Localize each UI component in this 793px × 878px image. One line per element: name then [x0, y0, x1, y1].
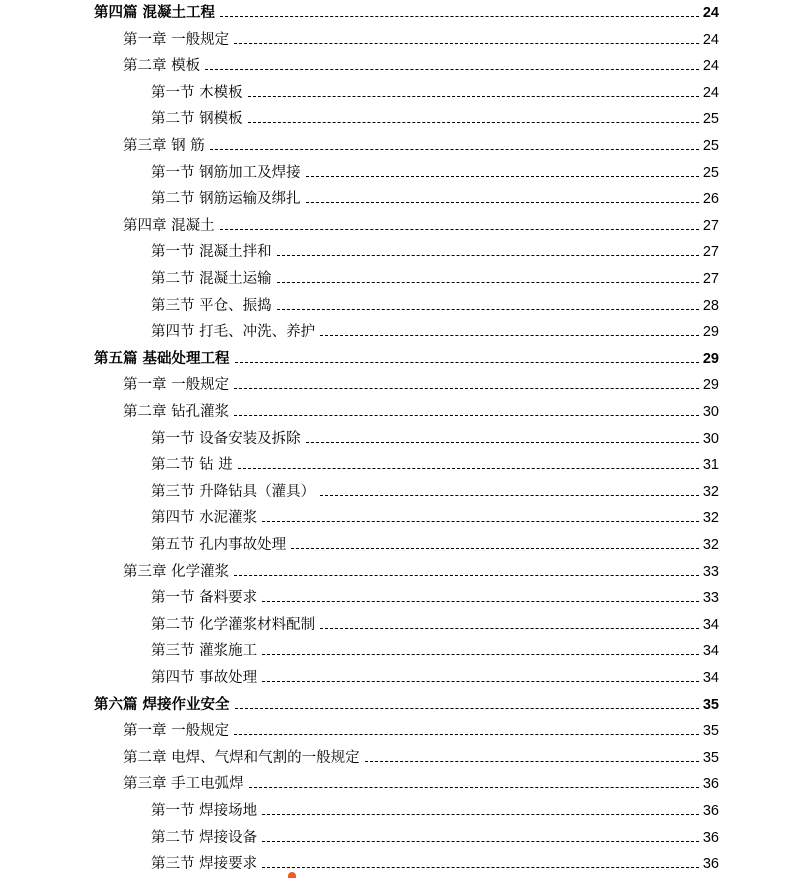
toc-page-number: 36	[702, 829, 719, 846]
toc-leader-dashes	[205, 69, 699, 70]
toc-leader-dashes	[262, 654, 699, 655]
toc-entry-title: 第一节 钢筋加工及焊接	[151, 164, 301, 181]
toc-page-number: 30	[702, 404, 719, 420]
toc-leader-dashes	[320, 335, 699, 336]
toc-section-entry[interactable]	[151, 109, 719, 129]
toc-part-entry[interactable]	[94, 3, 719, 23]
toc-page-number: 25	[702, 138, 719, 154]
toc-chapter-entry[interactable]	[123, 748, 719, 768]
toc-leader-dashes	[262, 521, 699, 522]
toc-entry-title: 第六篇 焊接作业安全	[94, 695, 230, 713]
toc-leader-dashes	[277, 282, 699, 283]
toc-entry-title: 第一节 焊接场地	[151, 803, 258, 819]
toc-chapter-entry[interactable]	[123, 402, 719, 422]
toc-part-entry[interactable]	[94, 695, 719, 715]
toc-leader-dashes	[220, 16, 699, 17]
toc-entry-title: 第二章 模板	[123, 58, 201, 75]
toc-leader-dashes	[234, 575, 699, 576]
toc-section-entry[interactable]	[151, 588, 719, 608]
toc-page-number: 26	[702, 191, 719, 208]
toc-leader-dashes	[235, 708, 699, 709]
toc-leader-dashes	[262, 601, 699, 602]
toc-leader-dashes	[262, 814, 699, 815]
toc-section-entry[interactable]	[151, 242, 719, 262]
toc-entry-title: 第四篇 混凝土工程	[94, 4, 216, 21]
toc-section-entry[interactable]	[151, 83, 719, 103]
toc-leader-dashes	[291, 548, 699, 549]
toc-section-entry[interactable]	[151, 455, 719, 475]
toc-leader-dashes	[234, 734, 699, 735]
toc-page-number: 33	[702, 590, 719, 607]
toc-entry-title: 第三章 手工电弧焊	[123, 776, 244, 793]
toc-page-number: 25	[702, 111, 719, 128]
toc-entry-title: 第一节 混凝土拌和	[151, 244, 272, 261]
toc-entry-title: 第四节 打毛、冲洗、养护	[151, 324, 316, 341]
toc-entry-title: 第二节 混凝土运输	[151, 271, 272, 287]
toc-chapter-entry[interactable]	[123, 216, 719, 236]
toc-entry-title: 第四章 混凝土	[123, 217, 215, 234]
toc-page-number: 27	[702, 271, 719, 287]
toc-entry-title: 第一节 设备安装及拆除	[151, 430, 301, 447]
toc-section-entry[interactable]	[151, 615, 719, 635]
toc-entry-title: 第一章 一般规定	[123, 31, 230, 48]
toc-page-number: 35	[702, 723, 719, 740]
toc-section-entry[interactable]	[151, 429, 719, 449]
toc-leader-dashes	[277, 255, 699, 256]
toc-leader-dashes	[277, 309, 699, 310]
toc-part-entry[interactable]	[94, 349, 719, 369]
toc-leader-dashes	[320, 495, 699, 496]
toc-chapter-entry[interactable]	[123, 774, 719, 794]
toc-entry-title: 第三节 升降钻具（灌具）	[151, 483, 316, 500]
toc-page-number: 32	[702, 510, 719, 527]
toc-leader-dashes	[234, 415, 699, 416]
toc-leader-dashes	[248, 122, 699, 123]
toc-entry-title: 第三节 焊接要求	[151, 856, 258, 873]
toc-page-number: 28	[702, 297, 719, 314]
toc-section-entry[interactable]	[151, 322, 719, 342]
toc-page-number: 29	[702, 377, 719, 394]
toc-entry-title: 第一节 备料要求	[151, 590, 258, 607]
toc-page-number: 27	[702, 244, 719, 261]
toc-entry-title: 第一节 木模板	[151, 84, 243, 101]
toc-page-number: 35	[702, 696, 719, 713]
toc-section-entry[interactable]	[151, 668, 719, 688]
toc-page-number: 24	[702, 5, 719, 21]
toc-page-number: 32	[702, 483, 719, 500]
toc-leader-dashes	[365, 761, 699, 762]
toc-entry-title: 第一章 一般规定	[123, 377, 230, 394]
toc-page-number: 29	[702, 324, 719, 341]
toc-chapter-entry[interactable]	[123, 562, 719, 582]
toc-leader-dashes	[235, 362, 699, 363]
toc-entry-title: 第四节 事故处理	[151, 670, 258, 686]
toc-page-number: 36	[702, 856, 719, 873]
toc-leader-dashes	[249, 787, 699, 788]
toc-entry-title: 第二节 钻 进	[151, 457, 233, 474]
toc-chapter-entry[interactable]	[123, 375, 719, 395]
toc-chapter-entry[interactable]	[123, 56, 719, 76]
toc-leader-dashes	[262, 841, 699, 842]
toc-page-number: 25	[702, 164, 719, 181]
toc-leader-dashes	[234, 388, 699, 389]
toc-entry-title: 第三章 钢 筋	[123, 138, 205, 154]
toc-section-entry[interactable]	[151, 641, 719, 661]
toc-leader-dashes	[262, 867, 699, 868]
toc-page-number: 34	[702, 670, 719, 686]
toc-section-entry[interactable]	[151, 801, 719, 821]
toc-leader-dashes	[248, 96, 699, 97]
toc-leader-dashes	[306, 176, 699, 177]
toc-leader-dashes	[234, 43, 699, 44]
toc-leader-dashes	[238, 468, 699, 469]
toc-entry-title: 第二节 钢模板	[151, 111, 243, 128]
toc-section-entry[interactable]	[151, 296, 719, 316]
toc-entry-title: 第三章 化学灌浆	[123, 563, 230, 580]
toc-section-entry[interactable]	[151, 269, 719, 289]
toc-leader-dashes	[306, 202, 699, 203]
toc-leader-dashes	[306, 442, 699, 443]
toc-page-number: 32	[702, 537, 719, 553]
toc-page-number: 34	[702, 616, 719, 633]
toc-section-entry[interactable]	[151, 189, 719, 209]
toc-section-entry[interactable]	[151, 508, 719, 528]
toc-section-entry[interactable]	[151, 854, 719, 874]
toc-page-number: 24	[702, 84, 719, 101]
toc-page-number: 31	[702, 457, 719, 474]
toc-page-number: 30	[702, 430, 719, 447]
toc-entry-title: 第五篇 基础处理工程	[94, 349, 230, 367]
toc-page-number: 36	[702, 776, 719, 793]
toc-section-entry[interactable]	[151, 482, 719, 502]
toc-chapter-entry[interactable]	[123, 136, 719, 156]
toc-section-entry[interactable]	[151, 535, 719, 555]
toc-section-entry[interactable]	[151, 828, 719, 848]
toc-entry-title: 第二节 钢筋运输及绑扎	[151, 191, 301, 208]
toc-page-number: 27	[702, 217, 719, 234]
toc-entry-title: 第五节 孔内事故处理	[151, 537, 287, 553]
toc-page-number: 24	[702, 31, 719, 48]
toc-page-number: 29	[702, 350, 719, 367]
toc-leader-dashes	[320, 628, 699, 629]
toc-chapter-entry[interactable]	[123, 30, 719, 50]
toc-page-number: 33	[702, 563, 719, 580]
toc-page-number: 35	[702, 749, 719, 766]
toc-entry-title: 第二节 化学灌浆材料配制	[151, 616, 316, 633]
toc-section-entry[interactable]	[151, 163, 719, 183]
toc-page-number: 36	[702, 803, 719, 819]
toc-entry-title: 第一章 一般规定	[123, 723, 230, 740]
toc-entry-title: 第四节 水泥灌浆	[151, 510, 258, 527]
toc-entry-title: 第三节 灌浆施工	[151, 643, 258, 660]
toc-leader-dashes	[210, 149, 699, 150]
toc-entry-title: 第二章 电焊、气焊和气割的一般规定	[123, 749, 360, 766]
toc-chapter-entry[interactable]	[123, 721, 719, 741]
toc-entry-title: 第二节 焊接设备	[151, 829, 258, 846]
cursor-mark	[288, 872, 296, 878]
toc-entry-title: 第三节 平仓、振捣	[151, 297, 272, 314]
toc-page-number: 34	[702, 643, 719, 660]
toc-entry-title: 第二章 钻孔灌浆	[123, 404, 230, 420]
toc-page-number: 24	[702, 58, 719, 75]
toc-leader-dashes	[220, 229, 699, 230]
toc-leader-dashes	[262, 681, 699, 682]
